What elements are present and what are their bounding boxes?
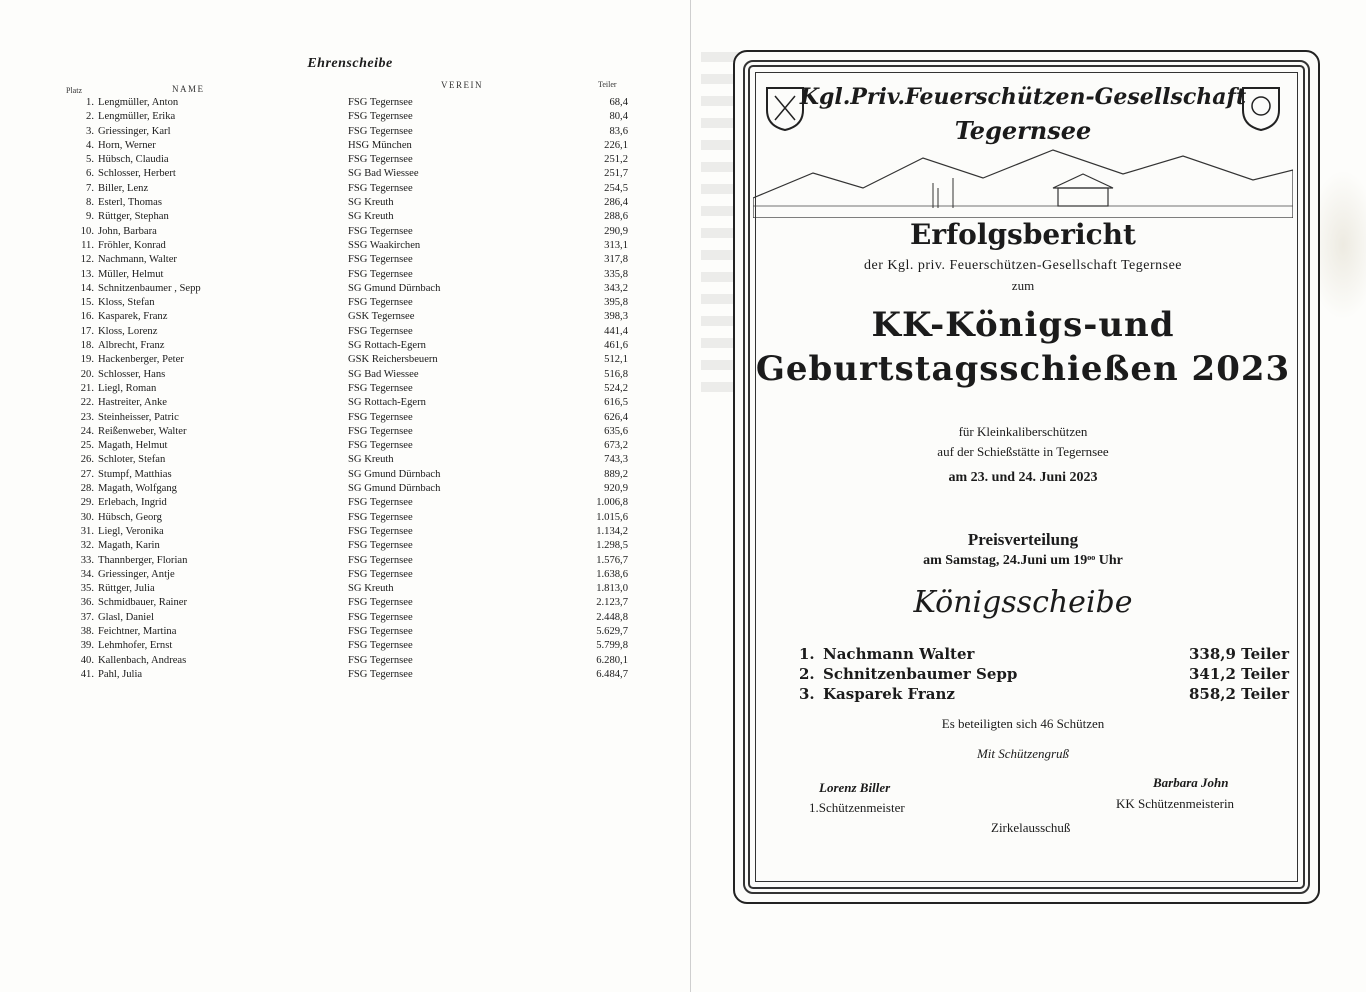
cell-score: 524,2 bbox=[604, 382, 628, 394]
society-name: Kgl.Priv.Feuerschützen-Gesellschaft bbox=[799, 84, 1247, 110]
cell-name: Albrecht, Franz bbox=[98, 340, 165, 352]
cell-club: SG Kreuth bbox=[348, 197, 394, 209]
cell-score: 1.015,6 bbox=[596, 511, 628, 523]
table-row bbox=[0, 225, 690, 239]
table-row bbox=[0, 268, 690, 282]
table-row bbox=[0, 167, 690, 181]
header-verein: VEREIN bbox=[441, 80, 483, 90]
ehrenscheibe-title: Ehrenscheibe bbox=[307, 56, 393, 71]
cell-name: Liegl, Veronika bbox=[98, 525, 164, 537]
cell-name: Erlebach, Ingrid bbox=[98, 497, 167, 509]
cell-score: 290,9 bbox=[604, 225, 628, 237]
cell-score: 2.448,8 bbox=[596, 611, 628, 623]
cell-score: 512,1 bbox=[604, 354, 628, 366]
cell-name: Stumpf, Matthias bbox=[98, 468, 172, 480]
cell-place: 26. bbox=[80, 454, 94, 466]
cell-score: 251,7 bbox=[604, 168, 628, 180]
cell-name: Kloss, Stefan bbox=[98, 297, 155, 309]
signature-1-name: Lorenz Biller bbox=[819, 780, 891, 795]
cell-place: 41. bbox=[80, 668, 94, 680]
cell-name: Nachmann, Walter bbox=[98, 254, 177, 266]
cell-club: SSG Waakirchen bbox=[348, 239, 421, 251]
cell-name: Feichtner, Martina bbox=[98, 625, 177, 637]
table-row bbox=[0, 539, 690, 553]
cell-club: SG Kreuth bbox=[348, 583, 394, 595]
cell-club: SG Gmund Dürnbach bbox=[348, 483, 441, 495]
winners-list bbox=[799, 645, 1289, 705]
signature-1-role: 1.Schützenmeister bbox=[809, 800, 905, 815]
table-row bbox=[0, 668, 690, 682]
cell-place: 4. bbox=[86, 139, 94, 151]
cell-club: FSG Tegernsee bbox=[348, 668, 413, 680]
cell-club: FSG Tegernsee bbox=[348, 625, 413, 637]
cell-score: 1.813,0 bbox=[596, 583, 628, 595]
cell-club: FSG Tegernsee bbox=[348, 382, 413, 394]
cell-name: Hübsch, Georg bbox=[98, 511, 162, 523]
cell-name: Rüttger, Julia bbox=[98, 583, 155, 595]
cell-place: 15. bbox=[80, 297, 94, 309]
cell-score: 286,4 bbox=[604, 197, 628, 209]
table-row bbox=[0, 496, 690, 510]
table-row bbox=[0, 482, 690, 496]
cell-club: FSG Tegernsee bbox=[348, 297, 413, 309]
table-row bbox=[0, 625, 690, 639]
cell-place: 37. bbox=[80, 611, 94, 623]
table-row bbox=[0, 582, 690, 596]
cell-name: Horn, Werner bbox=[98, 139, 156, 151]
target-group: für Kleinkaliberschützen bbox=[958, 424, 1088, 439]
header-teiler: Teiler bbox=[598, 80, 617, 89]
greeting: Mit Schützengruß bbox=[976, 746, 1070, 761]
right-page bbox=[691, 0, 1366, 992]
cell-place: 11. bbox=[81, 239, 94, 251]
winner-row bbox=[799, 685, 1289, 705]
table-row bbox=[0, 396, 690, 410]
cell-score: 83,6 bbox=[609, 125, 628, 137]
cell-club: HSG München bbox=[348, 139, 412, 151]
event-title-line1: KK-Königs-und bbox=[871, 305, 1175, 345]
cell-score: 1.006,8 bbox=[596, 497, 628, 509]
cell-score: 5.799,8 bbox=[596, 640, 628, 652]
cell-score: 1.638,6 bbox=[596, 568, 628, 580]
cell-name: Hastreiter, Anke bbox=[98, 397, 167, 409]
cell-name: Reißenweber, Walter bbox=[98, 425, 187, 437]
zum-text: zum bbox=[1011, 278, 1035, 293]
cell-place: 22. bbox=[80, 397, 94, 409]
cell-place: 12. bbox=[80, 254, 94, 266]
cell-name: Schmidbauer, Rainer bbox=[98, 597, 188, 609]
cell-name: Schlosser, Hans bbox=[98, 368, 166, 380]
table-row bbox=[0, 196, 690, 210]
cell-score: 226,1 bbox=[604, 139, 628, 151]
cell-name: Magath, Helmut bbox=[98, 440, 168, 452]
cell-score: 2.123,7 bbox=[596, 597, 628, 609]
event-title-line2: Geburtstagsschießen 2023 bbox=[755, 349, 1291, 389]
cell-name: Liegl, Roman bbox=[98, 382, 157, 394]
cell-place: 28. bbox=[80, 483, 94, 495]
cell-club: FSG Tegernsee bbox=[348, 254, 413, 266]
cell-place: 18. bbox=[80, 340, 94, 352]
winner-name: Nachmann Walter bbox=[823, 645, 975, 663]
table-row bbox=[0, 210, 690, 224]
cell-place: 20. bbox=[80, 368, 94, 380]
table-row bbox=[0, 596, 690, 610]
header-platz: Platz bbox=[66, 86, 82, 95]
table-row bbox=[0, 125, 690, 139]
cell-name: Hübsch, Claudia bbox=[98, 154, 169, 166]
cell-name: Magath, Karin bbox=[98, 540, 160, 552]
cell-score: 80,4 bbox=[609, 111, 628, 123]
winner-place: 3. bbox=[799, 685, 815, 703]
winner-name: Kasparek Franz bbox=[823, 685, 955, 703]
cell-club: SG Rottach-Egern bbox=[348, 397, 426, 409]
cell-club: FSG Tegernsee bbox=[348, 540, 413, 552]
table-row bbox=[0, 411, 690, 425]
winner-name: Schnitzenbaumer Sepp bbox=[823, 665, 1018, 683]
cell-club: SG Bad Wiessee bbox=[348, 368, 419, 380]
table-row bbox=[0, 182, 690, 196]
cell-name: Magath, Wolfgang bbox=[98, 483, 177, 495]
table-row bbox=[0, 353, 690, 367]
cell-club: FSG Tegernsee bbox=[348, 225, 413, 237]
table-row bbox=[0, 253, 690, 267]
society-place: Tegernsee bbox=[954, 116, 1092, 145]
cell-name: Griessinger, Karl bbox=[98, 125, 171, 137]
cell-club: FSG Tegernsee bbox=[348, 440, 413, 452]
cell-place: 35. bbox=[80, 583, 94, 595]
cell-club: GSK Tegernsee bbox=[348, 311, 415, 323]
table-row bbox=[0, 296, 690, 310]
winner-place: 2. bbox=[799, 665, 815, 683]
cell-place: 36. bbox=[80, 597, 94, 609]
table-row bbox=[0, 310, 690, 324]
cell-place: 34. bbox=[80, 568, 94, 580]
cell-place: 29. bbox=[80, 497, 94, 509]
cell-place: 30. bbox=[80, 511, 94, 523]
cell-club: FSG Tegernsee bbox=[348, 425, 413, 437]
venue: auf der Schießstätte in Tegernsee bbox=[937, 444, 1109, 459]
signature-3: Zirkelausschuß bbox=[991, 820, 1071, 835]
table-row bbox=[0, 425, 690, 439]
cell-club: FSG Tegernsee bbox=[348, 654, 413, 666]
cell-name: John, Barbara bbox=[98, 225, 157, 237]
cell-place: 9. bbox=[86, 211, 94, 223]
cell-place: 13. bbox=[80, 268, 94, 280]
cell-name: Fröhler, Konrad bbox=[98, 239, 166, 251]
cell-club: FSG Tegernsee bbox=[348, 411, 413, 423]
cell-place: 2. bbox=[86, 111, 94, 123]
cell-name: Kallenbach, Andreas bbox=[98, 654, 187, 666]
cell-name: Lengmüller, Anton bbox=[98, 97, 179, 108]
cell-score: 254,5 bbox=[604, 182, 628, 194]
cell-place: 31. bbox=[80, 525, 94, 537]
cell-score: 6.484,7 bbox=[596, 668, 628, 680]
cell-score: 635,6 bbox=[604, 425, 628, 437]
cell-score: 889,2 bbox=[604, 468, 628, 480]
cell-club: FSG Tegernsee bbox=[348, 497, 413, 509]
winner-row bbox=[799, 665, 1289, 685]
table-row bbox=[0, 368, 690, 382]
winner-place: 1. bbox=[799, 645, 815, 663]
cell-club: FSG Tegernsee bbox=[348, 111, 413, 123]
cell-place: 23. bbox=[80, 411, 94, 423]
signature-2-name: Barbara John bbox=[1153, 775, 1229, 790]
table-row bbox=[0, 453, 690, 467]
cell-club: FSG Tegernsee bbox=[348, 554, 413, 566]
cell-score: 5.629,7 bbox=[596, 625, 628, 637]
cell-name: Biller, Lenz bbox=[98, 182, 149, 194]
cell-club: GSK Reichersbeuern bbox=[348, 354, 438, 366]
cell-name: Thannberger, Florian bbox=[98, 554, 188, 566]
cell-place: 5. bbox=[86, 154, 94, 166]
table-row bbox=[0, 468, 690, 482]
cell-place: 40. bbox=[80, 654, 94, 666]
cell-club: FSG Tegernsee bbox=[348, 640, 413, 652]
cell-place: 32. bbox=[80, 540, 94, 552]
report-subheading: der Kgl. priv. Feuerschützen-Gesellschaft Tegernsee bbox=[863, 258, 1183, 273]
cell-name: Griessinger, Antje bbox=[98, 568, 175, 580]
cell-score: 1.576,7 bbox=[596, 554, 628, 566]
cell-score: 616,5 bbox=[604, 397, 628, 409]
table-row bbox=[0, 139, 690, 153]
cell-place: 1. bbox=[86, 97, 94, 108]
cell-name: Esterl, Thomas bbox=[98, 197, 162, 209]
cell-club: SG Kreuth bbox=[348, 454, 394, 466]
cell-club: FSG Tegernsee bbox=[348, 97, 413, 108]
cell-club: SG Gmund Dürnbach bbox=[348, 282, 441, 294]
header-banner bbox=[753, 78, 1293, 218]
cell-score: 626,4 bbox=[604, 411, 628, 423]
koenigsscheibe-heading: Königsscheibe bbox=[913, 585, 1133, 620]
cell-club: SG Kreuth bbox=[348, 211, 394, 223]
cell-name: Steinheisser, Patric bbox=[98, 411, 179, 423]
cell-place: 14. bbox=[80, 282, 94, 294]
cell-club: FSG Tegernsee bbox=[348, 511, 413, 523]
cell-score: 441,4 bbox=[604, 325, 628, 337]
cell-club: FSG Tegernsee bbox=[348, 125, 413, 137]
cell-place: 10. bbox=[80, 225, 94, 237]
cell-club: FSG Tegernsee bbox=[348, 568, 413, 580]
cell-club: FSG Tegernsee bbox=[348, 268, 413, 280]
cell-place: 24. bbox=[80, 425, 94, 437]
winner-score: 338,9 Teiler bbox=[1188, 645, 1289, 663]
table-row bbox=[0, 654, 690, 668]
cell-score: 395,8 bbox=[604, 297, 628, 309]
award-ceremony-heading: Preisverteilung bbox=[967, 530, 1079, 549]
cell-name: Lengmüller, Erika bbox=[98, 111, 176, 123]
cell-place: 19. bbox=[80, 354, 94, 366]
table-row bbox=[0, 611, 690, 625]
cell-place: 3. bbox=[86, 125, 94, 137]
cell-score: 673,2 bbox=[604, 440, 628, 452]
cell-place: 21. bbox=[80, 382, 94, 394]
cell-score: 68,4 bbox=[609, 97, 628, 108]
table-row bbox=[0, 639, 690, 653]
table-row bbox=[0, 439, 690, 453]
cell-name: Hackenberger, Peter bbox=[98, 354, 184, 366]
table-row bbox=[0, 325, 690, 339]
table-row bbox=[0, 554, 690, 568]
results-table bbox=[0, 96, 690, 682]
cell-club: FSG Tegernsee bbox=[348, 611, 413, 623]
event-date: am 23. und 24. Juni 2023 bbox=[948, 470, 1098, 485]
cell-club: SG Rottach-Egern bbox=[348, 340, 426, 352]
winner-score: 341,2 Teiler bbox=[1188, 665, 1289, 683]
cell-place: 8. bbox=[86, 197, 94, 209]
cell-score: 6.280,1 bbox=[596, 654, 628, 666]
cell-club: FSG Tegernsee bbox=[348, 154, 413, 166]
cell-score: 335,8 bbox=[604, 268, 628, 280]
cell-club: FSG Tegernsee bbox=[348, 325, 413, 337]
cell-score: 516,8 bbox=[604, 368, 628, 380]
header-name: NAME bbox=[172, 84, 205, 94]
cell-score: 920,9 bbox=[604, 483, 628, 495]
cell-club: SG Bad Wiessee bbox=[348, 168, 419, 180]
table-row bbox=[0, 339, 690, 353]
cell-name: Müller, Helmut bbox=[98, 268, 164, 280]
cell-name: Kloss, Lorenz bbox=[98, 325, 158, 337]
cell-name: Lehmhofer, Ernst bbox=[98, 640, 173, 652]
table-row bbox=[0, 525, 690, 539]
cell-name: Schlosser, Herbert bbox=[98, 168, 176, 180]
cell-score: 288,6 bbox=[604, 211, 628, 223]
cell-club: FSG Tegernsee bbox=[348, 525, 413, 537]
winner-row bbox=[799, 645, 1289, 665]
cell-club: SG Gmund Dürnbach bbox=[348, 468, 441, 480]
table-row bbox=[0, 282, 690, 296]
cell-name: Rüttger, Stephan bbox=[98, 211, 169, 223]
cell-score: 1.298,5 bbox=[596, 540, 628, 552]
cell-place: 33. bbox=[80, 554, 94, 566]
cell-place: 17. bbox=[80, 325, 94, 337]
cell-place: 38. bbox=[80, 625, 94, 637]
cell-club: FSG Tegernsee bbox=[348, 597, 413, 609]
table-row bbox=[0, 568, 690, 582]
cell-place: 27. bbox=[80, 468, 94, 480]
cell-place: 7. bbox=[86, 182, 94, 194]
participants-count: Es beteiligten sich 46 Schützen bbox=[941, 716, 1105, 731]
table-row bbox=[0, 511, 690, 525]
cell-club: FSG Tegernsee bbox=[348, 182, 413, 194]
table-row bbox=[0, 382, 690, 396]
cell-place: 25. bbox=[80, 440, 94, 452]
table-row bbox=[0, 110, 690, 124]
report-heading: Erfolgsbericht bbox=[910, 218, 1136, 251]
cell-place: 39. bbox=[80, 640, 94, 652]
cell-score: 461,6 bbox=[604, 340, 628, 352]
table-row bbox=[0, 239, 690, 253]
cell-name: Kasparek, Franz bbox=[98, 311, 168, 323]
table-row bbox=[0, 153, 690, 167]
cell-name: Schloter, Stefan bbox=[98, 454, 166, 466]
cell-score: 1.134,2 bbox=[596, 525, 628, 537]
cell-name: Pahl, Julia bbox=[98, 668, 143, 680]
cell-score: 398,3 bbox=[604, 311, 628, 323]
cell-score: 251,2 bbox=[604, 154, 628, 166]
award-ceremony-time: am Samstag, 24.Juni um 19ᵒᵒ Uhr bbox=[923, 553, 1123, 568]
cell-name: Schnitzenbaumer , Sepp bbox=[98, 282, 201, 294]
cell-place: 16. bbox=[80, 311, 94, 323]
winner-score: 858,2 Teiler bbox=[1188, 685, 1289, 703]
cell-place: 6. bbox=[86, 168, 94, 180]
cell-score: 313,1 bbox=[604, 239, 628, 251]
cell-score: 743,3 bbox=[604, 454, 628, 466]
table-row bbox=[0, 96, 690, 110]
cell-score: 343,2 bbox=[604, 282, 628, 294]
cell-score: 317,8 bbox=[604, 254, 628, 266]
signature-2-role: KK Schützenmeisterin bbox=[1116, 796, 1235, 811]
cell-name: Glasl, Daniel bbox=[98, 611, 154, 623]
